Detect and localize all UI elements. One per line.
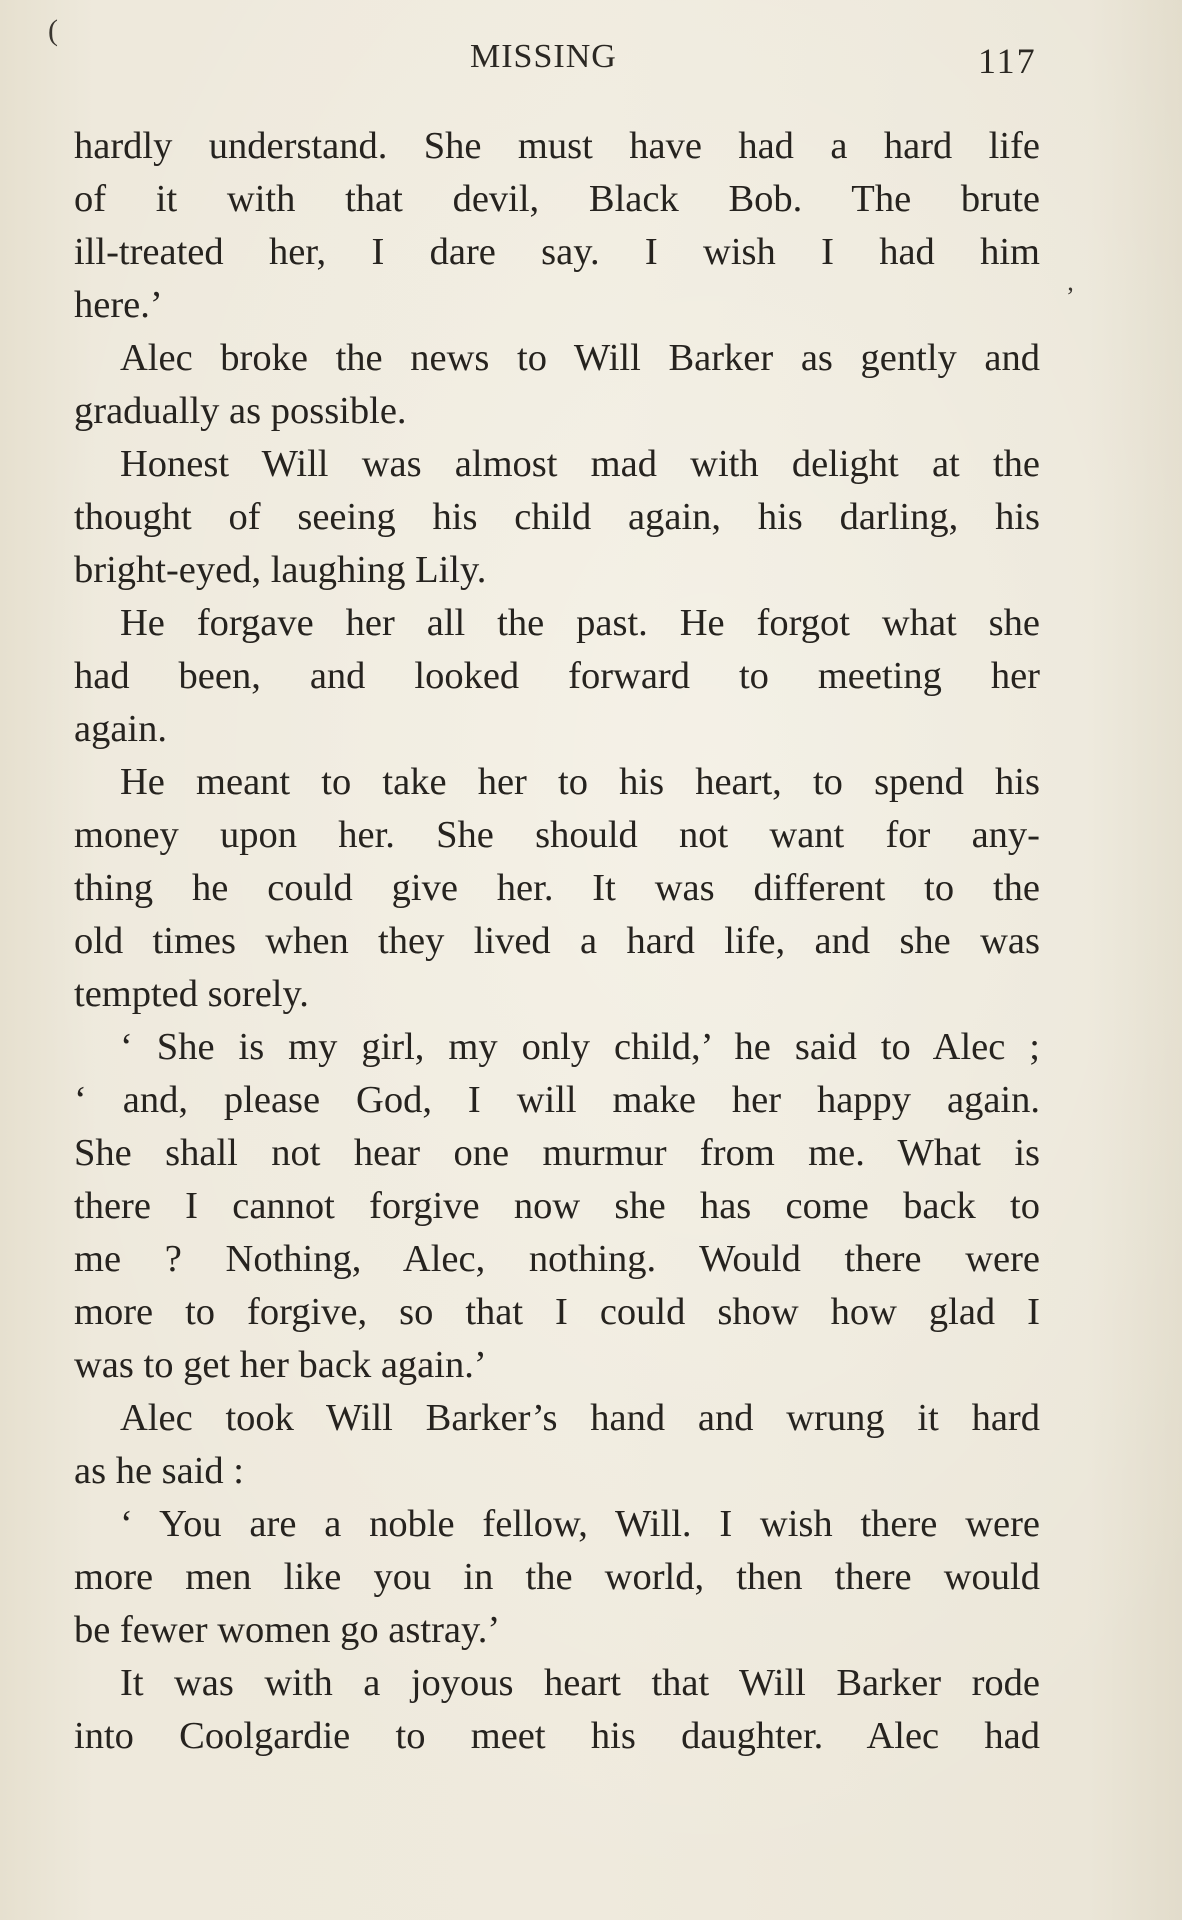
running-head [0, 38, 1182, 88]
text-line: more men like you in the world, then there would [74, 1556, 1040, 1598]
text-line: Honest Will was almost mad with delight at the [120, 443, 1040, 485]
text-line: bright-eyed, laughing Lily. [74, 549, 487, 591]
text-line: It was with a joyous heart that Will Barker rode [120, 1662, 1040, 1704]
text-line: old times when they lived a hard life, and she was [74, 920, 1040, 962]
text-line: He forgave her all the past. He forgot what she [120, 602, 1040, 644]
text-line: money upon her. She should not want for any- [74, 814, 1040, 856]
text-line: had been, and looked forward to meeting her [74, 655, 1040, 697]
text-line: ‘ and, please God, I will make her happy again. [74, 1079, 1040, 1121]
text-line: there I cannot forgive now she has come back to [74, 1185, 1040, 1227]
body-text [74, 120, 1040, 1763]
text-line: He meant to take her to his heart, to spend his [120, 761, 1040, 803]
text-line: here.’ [74, 284, 163, 326]
page-number: 117 [978, 41, 1037, 81]
text-line: gradually as possible. [74, 390, 407, 432]
text-line: tempted sorely. [74, 973, 309, 1015]
text-line: Alec broke the news to Will Barker as gently and [120, 337, 1040, 379]
text-line: ‘ She is my girl, my only child,’ he said to Alec ; [120, 1026, 1040, 1068]
text-line: was to get her back again.’ [74, 1344, 487, 1386]
text-line: of it with that devil, Black Bob. The brute [74, 178, 1040, 220]
text-line: again. [74, 708, 167, 750]
text-line: thing he could give her. It was different to the [74, 867, 1040, 909]
text-line: ‘ You are a noble fellow, Will. I wish there were [120, 1503, 1040, 1545]
chapter-title: MISSING [470, 38, 617, 75]
text-line: ill-treated her, I dare say. I wish I had him [74, 231, 1040, 273]
margin-mark-right: ʼ [1066, 282, 1075, 311]
text-line: into Coolgardie to meet his daughter. Alec had [74, 1715, 1040, 1757]
text-line: hardly understand. She must have had a hard life [74, 125, 1040, 167]
text-line: be fewer women go astray.’ [74, 1609, 501, 1651]
text-line: She shall not hear one murmur from me. What is [74, 1132, 1040, 1174]
text-line: Alec took Will Barker’s hand and wrung it hard [120, 1397, 1040, 1439]
margin-mark-top-left: ( [48, 14, 58, 47]
text-line: more to forgive, so that I could show how glad I [74, 1291, 1040, 1333]
text-line: me ? Nothing, Alec, nothing. Would there were [74, 1238, 1040, 1280]
text-line: as he said : [74, 1450, 244, 1492]
text-line: thought of seeing his child again, his darling, his [74, 496, 1040, 538]
